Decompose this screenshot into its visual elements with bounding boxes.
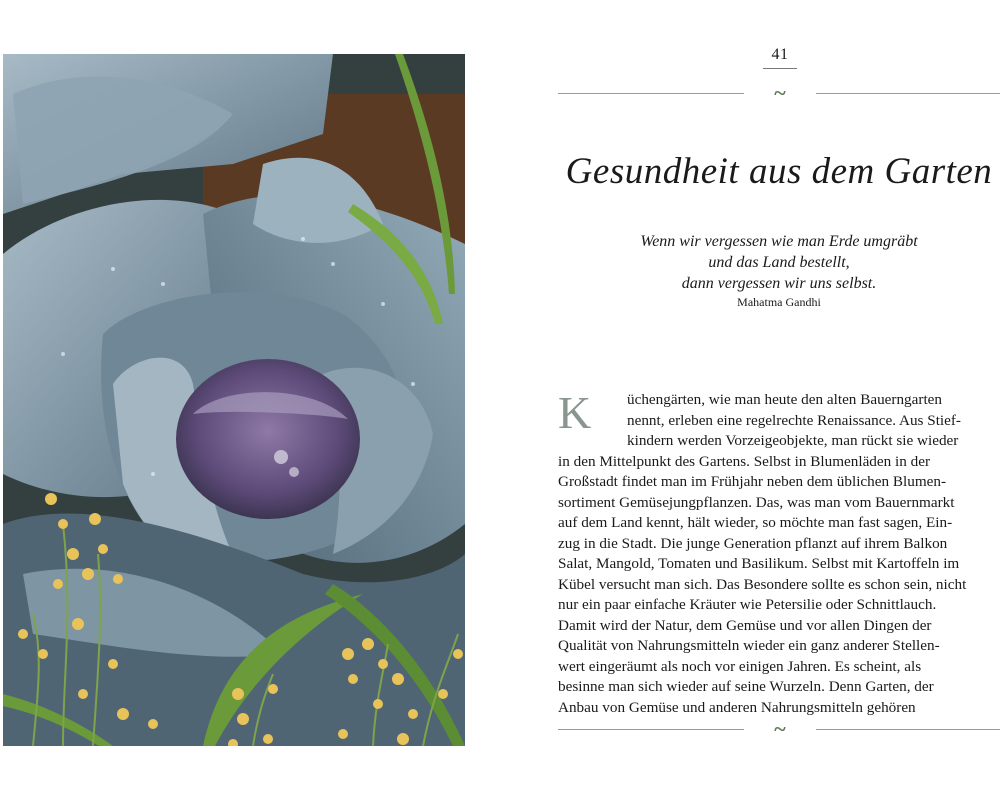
- epigraph-author: Mahatma Gandhi: [737, 295, 821, 309]
- chapter-title: Gesundheit aus dem Garten: [565, 151, 993, 192]
- page-number: 41: [771, 46, 789, 63]
- body-line: Damit wird der Natur, dem Gemüse und vor allen Dingen der: [558, 616, 932, 634]
- body-line: wert eingeräumt als noch vor einigen Jahren. Es scheint, als: [558, 657, 922, 675]
- bottom-divider: [558, 716, 1000, 741]
- body-line: Qualität von Nahrungsmitteln wieder ein ganz anderer Stellen-: [558, 637, 940, 654]
- body-line: Kübel versucht man sich. Das Besondere sollte es schon sein, nicht: [558, 575, 967, 593]
- body-line: besinne man sich wieder auf seine Wurzeln. Denn Garten, der: [558, 678, 934, 695]
- drop-cap: K: [558, 387, 592, 438]
- epigraph-line: Wenn wir vergessen wie man Erde umgräbt: [640, 233, 918, 250]
- epigraph-line: dann vergessen wir uns selbst.: [681, 275, 877, 292]
- top-divider: [558, 80, 1000, 105]
- body-line: sortiment Gemüsejungpflanzen. Das, was man vom Bauernmarkt: [558, 493, 955, 511]
- body-line: auf dem Land kennt, hält wieder, so möchte man fast sagen, Ein-: [558, 514, 953, 531]
- body-line: Salat, Mangold, Tomaten und Basilikum. Selbst mit Kartoffeln im: [558, 555, 960, 572]
- body-line: nur ein paar einfache Kräuter wie Petersilie oder Schnittlauch.: [558, 596, 937, 613]
- cabbage-illustration: [3, 54, 465, 746]
- swash-ornament-icon: ~: [774, 80, 786, 105]
- epigraph-line: und das Land bestellt,: [708, 254, 850, 271]
- swash-ornament-icon: ~: [774, 716, 786, 741]
- body-line: nennt, erleben eine regelrechte Renaissance. Aus Stief-: [627, 411, 961, 429]
- cabbage-photo: [3, 54, 465, 746]
- body-line: in den Mittelpunkt des Gartens. Selbst in Blumenläden in der: [558, 452, 931, 470]
- body-line: üchengärten, wie man heute den alten Bauerngarten: [627, 391, 942, 408]
- body-line: zug in die Stadt. Die junge Generation pflanzt auf ihrem Balkon: [558, 534, 948, 552]
- body-paragraph: [558, 387, 1000, 718]
- page-number-rule: [763, 68, 797, 69]
- body-line: Anbau von Gemüse und anderen Nahrungsmitteln gehören: [558, 698, 916, 716]
- epigraph: [558, 231, 1000, 294]
- body-line: Großstadt findet man im Frühjahr neben dem üblichen Blumen-: [558, 473, 947, 490]
- body-line: kindern werden Vorzeigeobjekte, man rückt sie wieder: [627, 432, 959, 449]
